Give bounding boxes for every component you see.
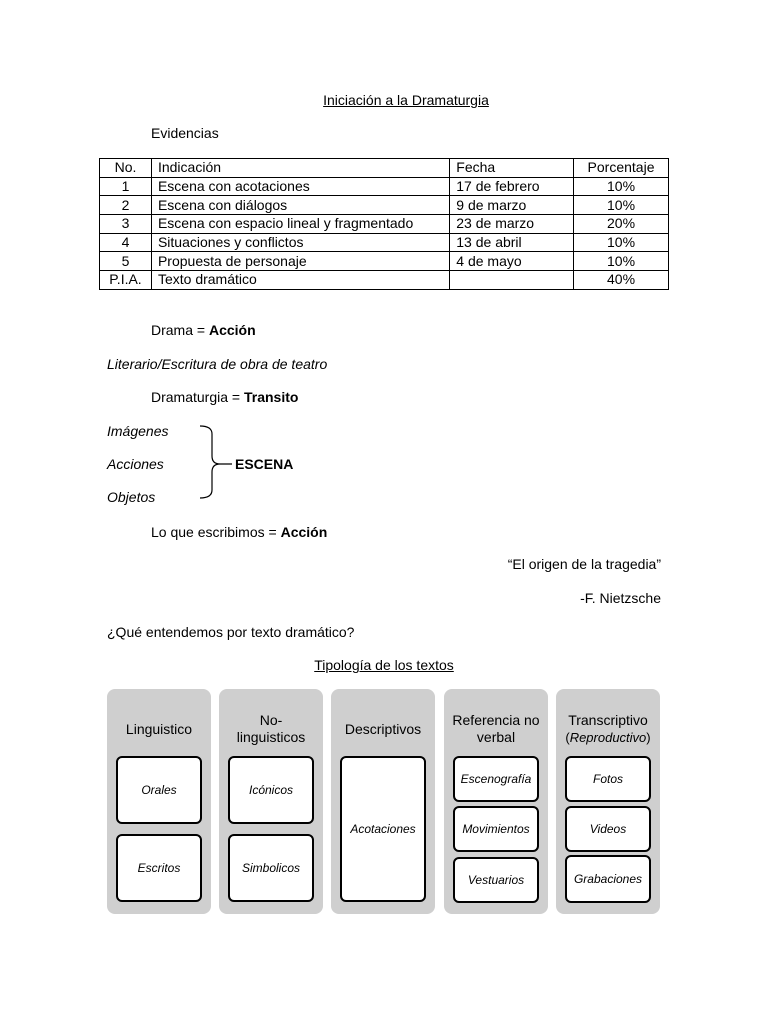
quote: “El origen de la tragedia” [507, 556, 661, 572]
tipologia-column-transcriptivo [556, 689, 660, 914]
escena-item-objetos: Objetos [107, 489, 156, 505]
cell-porcentaje: 40% [574, 271, 669, 290]
cell-no: 1 [100, 177, 152, 196]
item-box: Vestuarios [453, 857, 539, 903]
cell-indicacion: Escena con diálogos [151, 196, 449, 215]
drama-prefix: Drama = [151, 322, 209, 338]
escribimos-line [151, 524, 327, 540]
item-box: Fotos [565, 756, 651, 802]
cell-indicacion: Escena con acotaciones [151, 177, 449, 196]
column-heading [556, 701, 660, 757]
curly-brace-icon [198, 424, 234, 500]
dramaturgia-prefix: Dramaturgia = [151, 389, 244, 405]
item-box: Simbolicos [228, 834, 314, 902]
item-box: Videos [565, 806, 651, 852]
literario-line: Literario/Escritura de obra de teatro [107, 356, 328, 372]
item-box: Escritos [116, 834, 202, 902]
cell-indicacion: Situaciones y conflictos [151, 233, 449, 252]
table-row [100, 196, 669, 215]
dramaturgia-bold: Transito [243, 389, 299, 405]
evidencias-table [99, 158, 669, 290]
item-box: Orales [116, 756, 202, 824]
cell-porcentaje: 20% [574, 215, 669, 234]
item-box: Movimientos [453, 806, 539, 852]
cell-porcentaje: 10% [574, 252, 669, 271]
cell-no: 4 [100, 233, 152, 252]
drama-line [151, 322, 256, 338]
drama-bold: Acción [208, 322, 256, 338]
cell-fecha [450, 271, 574, 290]
cell-porcentaje: 10% [574, 233, 669, 252]
item-box: Grabaciones [565, 855, 651, 903]
column-heading-text: Transcriptivo [568, 712, 648, 728]
escena-item-acciones: Acciones [107, 456, 164, 472]
subheading-open: ( [565, 730, 570, 745]
column-heading: No- linguisticos [236, 712, 306, 745]
cell-fecha: 17 de febrero [450, 177, 574, 196]
tipologia-column-no-linguisticos [219, 689, 323, 914]
cell-no: 3 [100, 215, 152, 234]
evidencias-label: Evidencias [151, 125, 219, 141]
tipologia-column-linguistico [107, 689, 211, 914]
quote-author: -F. Nietzsche [580, 590, 661, 606]
tipologia-column-referencia-no-verbal [444, 689, 548, 914]
dramaturgia-line [151, 389, 298, 405]
cell-indicacion: Escena con espacio lineal y fragmentado [151, 215, 449, 234]
tipologia-title: Tipología de los textos [314, 657, 454, 673]
item-box: Icónicos [228, 756, 314, 824]
column-heading: Descriptivos [344, 720, 422, 737]
column-subheading [565, 729, 650, 746]
tipologia-column-descriptivos [331, 689, 435, 914]
header-fecha: Fecha [450, 159, 574, 178]
cell-porcentaje: 10% [574, 196, 669, 215]
cell-porcentaje: 10% [574, 177, 669, 196]
cell-no: P.I.A. [100, 271, 152, 290]
cell-no: 2 [100, 196, 152, 215]
escribimos-prefix: Lo que escribimos = [151, 524, 281, 540]
page-title: Iniciación a la Dramaturgia [323, 92, 489, 108]
subheading-text: Reproductivo [569, 730, 647, 745]
escena-label [235, 456, 293, 472]
item-box: Escenografía [453, 756, 539, 802]
cell-fecha: 13 de abril [450, 233, 574, 252]
table-row [100, 215, 669, 234]
cell-indicacion: Propuesta de personaje [151, 252, 449, 271]
cell-no: 5 [100, 252, 152, 271]
cell-fecha: 4 de mayo [450, 252, 574, 271]
item-box: Acotaciones [340, 756, 426, 902]
cell-indicacion: Texto dramático [151, 271, 449, 290]
column-heading: Linguistico [125, 720, 193, 737]
cell-fecha: 23 de marzo [450, 215, 574, 234]
table-row [100, 233, 669, 252]
escena-item-imagenes: Imágenes [107, 423, 169, 439]
cell-fecha: 9 de marzo [450, 196, 574, 215]
subheading-close: ) [646, 730, 651, 745]
escribimos-bold: Acción [280, 524, 328, 540]
escena-label-text: ESCENA [235, 456, 294, 472]
table-header-row [100, 159, 669, 178]
header-no: No. [100, 159, 152, 178]
header-porcentaje: Porcentaje [574, 159, 669, 178]
header-indicacion: Indicación [151, 159, 449, 178]
question: ¿Qué entendemos por texto dramático? [107, 624, 355, 640]
table-row [100, 252, 669, 271]
table-row [100, 271, 669, 290]
column-heading: Referencia no verbal [452, 712, 540, 745]
table-row [100, 177, 669, 196]
